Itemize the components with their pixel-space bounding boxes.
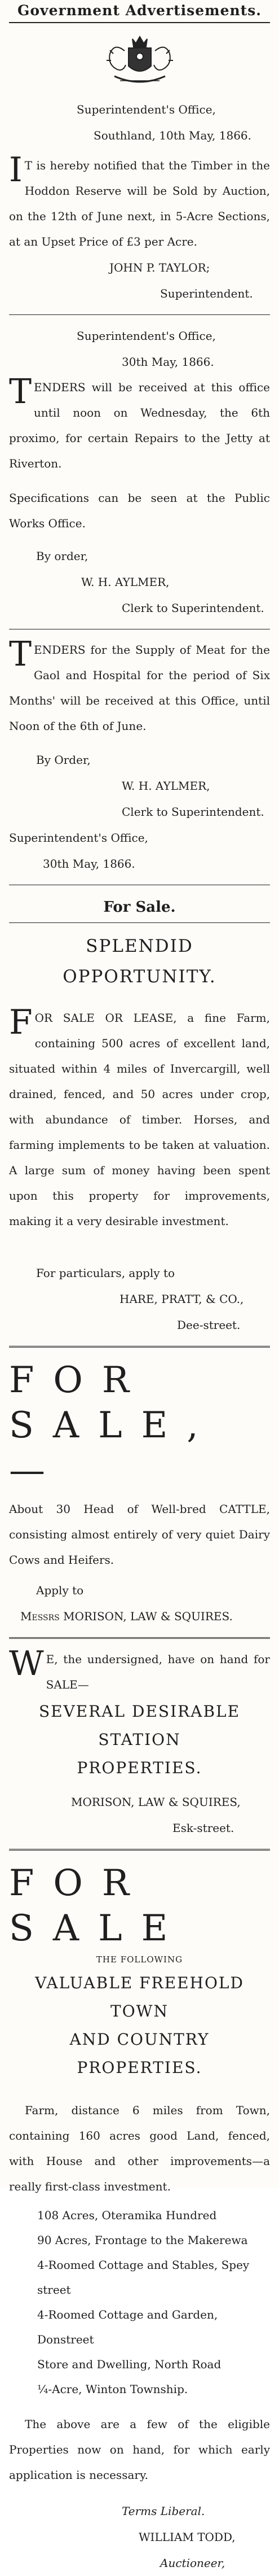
ad2-by-order: By order, [36, 549, 88, 563]
ad3-office-line: Superintendent's Office, [9, 831, 148, 845]
ad7-closing: The above are a few of the eligible Properties now on hand, for which early application is necessary. [9, 2417, 270, 2482]
ad3-signature-title: Clerk to Superintendent. [122, 805, 264, 819]
ad1-date-line: Southland, 10th May, 1866. [94, 129, 251, 142]
divider [9, 922, 270, 923]
ad6-dropcap: W [9, 1644, 44, 1683]
ad1-office-line: Superintendent's Office, [77, 103, 216, 116]
ad7-following: THE FOLLOWING [96, 1954, 183, 1965]
ad4-display: SPLENDID OPPORTUNITY. [63, 936, 216, 987]
ad-meat-tenders [9, 637, 270, 877]
ad3-date-line: 30th May, 1866. [43, 857, 135, 871]
masthead: Government Advertisements. [9, 0, 270, 23]
ad1-signature-name: JOHN P. TAYLOR; [109, 261, 210, 274]
ad2-date-line: 30th May, 1866. [122, 355, 214, 369]
ad-jetty-tenders [9, 323, 270, 621]
ad4-dropcap: F [9, 1003, 33, 1042]
ad-splendid-opportunity [9, 931, 270, 1338]
ad7-property-item: ¼-Acre, Winton Township. [37, 2382, 188, 2396]
ad7-display-line1: VALUABLE FREEHOLD TOWN [35, 1974, 244, 2020]
ad3-dropcap: T [9, 635, 32, 674]
ad6-body: W E, the undersigned, have on hand for SALE— [9, 1644, 270, 1691]
ad3-by-order: By Order, [36, 753, 91, 767]
ad7-title: FOR SALE [9, 1862, 187, 1949]
ad3-signature-name: W. H. AYLMER, [122, 779, 210, 793]
ad-station-properties [9, 1644, 270, 1841]
ad2-dropcap: T [9, 372, 32, 412]
ad6-display-line2: PROPERTIES. [77, 1759, 202, 1777]
ad1-dropcap: I [9, 150, 23, 190]
ad7-terms: Terms Liberal. [122, 2504, 205, 2518]
ad-cattle-for-sale [9, 1358, 270, 1629]
ad4-street: Dee-street. [177, 1318, 241, 1332]
ad7-property-item: Store and Dwelling, North Road [37, 2358, 222, 2371]
ad6-agent: MORISON, LAW & SQUIRES, [71, 1795, 241, 1809]
ad4-particulars: For particulars, apply to [36, 1266, 175, 1280]
ad2-body: TENDERS will be received at this office until noon on Wednesday, the 6th proximo, for certain Repairs to the Jetty at Riverton. [9, 372, 270, 470]
divider [9, 1849, 270, 1851]
ad2-specs: Specifications can be seen at the Public Works Office. [9, 491, 270, 530]
ad1-signature-title: Superintendent. [160, 287, 253, 300]
ad5-body: About 30 Head of Well-bred CATTLE, consisting almost entirely of very quiet Dairy Cows and Heifers. [9, 1502, 270, 1567]
ad5-agent: Messrs MORISON, LAW & SQUIRES. [20, 1610, 233, 1623]
ad7-signature-title: Auctioneer, [160, 2556, 225, 2570]
ad4-body: FOR SALE OR LEASE, a fine Farm, containing 500 acres of excellent land, situated within 4 miles of Invercargill, well drained, fenced, and 50 acres under crop, with abundance of timber. Horses, and farming implements to be taken at valuation. A large sum of money having been spent upon this property for improvements, making it a very desirable investment. [9, 1003, 270, 1228]
ad7-property-item: 4-Roomed Cottage and Stables, Spey street [37, 2258, 250, 2297]
ad1-body: I T is hereby notified that the Timber in the Hoddon Reserve will be Sold by Auction, on the 12th of June next, in 5-Acre Sections, at an Upset Price of £3 per Acre. [9, 150, 270, 248]
for-sale-heading: For Sale. [103, 899, 176, 916]
ad7-property-item: 108 Acres, Oteramika Hundred [37, 2208, 217, 2222]
ad4-agent: HARE, PRATT, & CO., [119, 1292, 244, 1306]
ad5-apply: Apply to [36, 1584, 84, 1597]
divider [9, 1637, 270, 1639]
ad7-signature-name: WILLIAM TODD, [139, 2530, 236, 2544]
ad7-farm: Farm, distance 6 miles from Town, containing 160 acres good Land, fenced, with House and other improvements—a really first-class investment. [9, 2103, 270, 2193]
ad7-display-line2: AND COUNTRY PROPERTIES. [69, 2030, 210, 2077]
ad6-display-line1: SEVERAL DESIRABLE STATION [38, 1702, 241, 1749]
ad7-property-item: 90 Acres, Frontage to the Makerewa [37, 2233, 248, 2247]
ad2-signature-name: W. H. AYLMER, [81, 575, 170, 589]
ad3-body: TENDERS for the Supply of Meat for the Gaol and Hospital for the period of Six Months' will be received at this Office, until Noon of the 6th of June. [9, 635, 270, 733]
ad7-property-list [9, 2203, 270, 2402]
coat-of-arms-icon [98, 31, 182, 93]
ad2-signature-title: Clerk to Superintendent. [122, 601, 264, 615]
ad-freehold-properties [9, 1861, 270, 2576]
ad2-office-line: Superintendent's Office, [77, 329, 216, 343]
divider [9, 1346, 270, 1348]
ad-timber-auction [9, 97, 270, 307]
ad6-street: Esk-street. [172, 1821, 234, 1835]
ad5-title: FOR SALE,— [9, 1359, 218, 1492]
ad7-property-item: 4-Roomed Cottage and Garden, Donstreet [37, 2308, 218, 2346]
divider [9, 314, 270, 315]
